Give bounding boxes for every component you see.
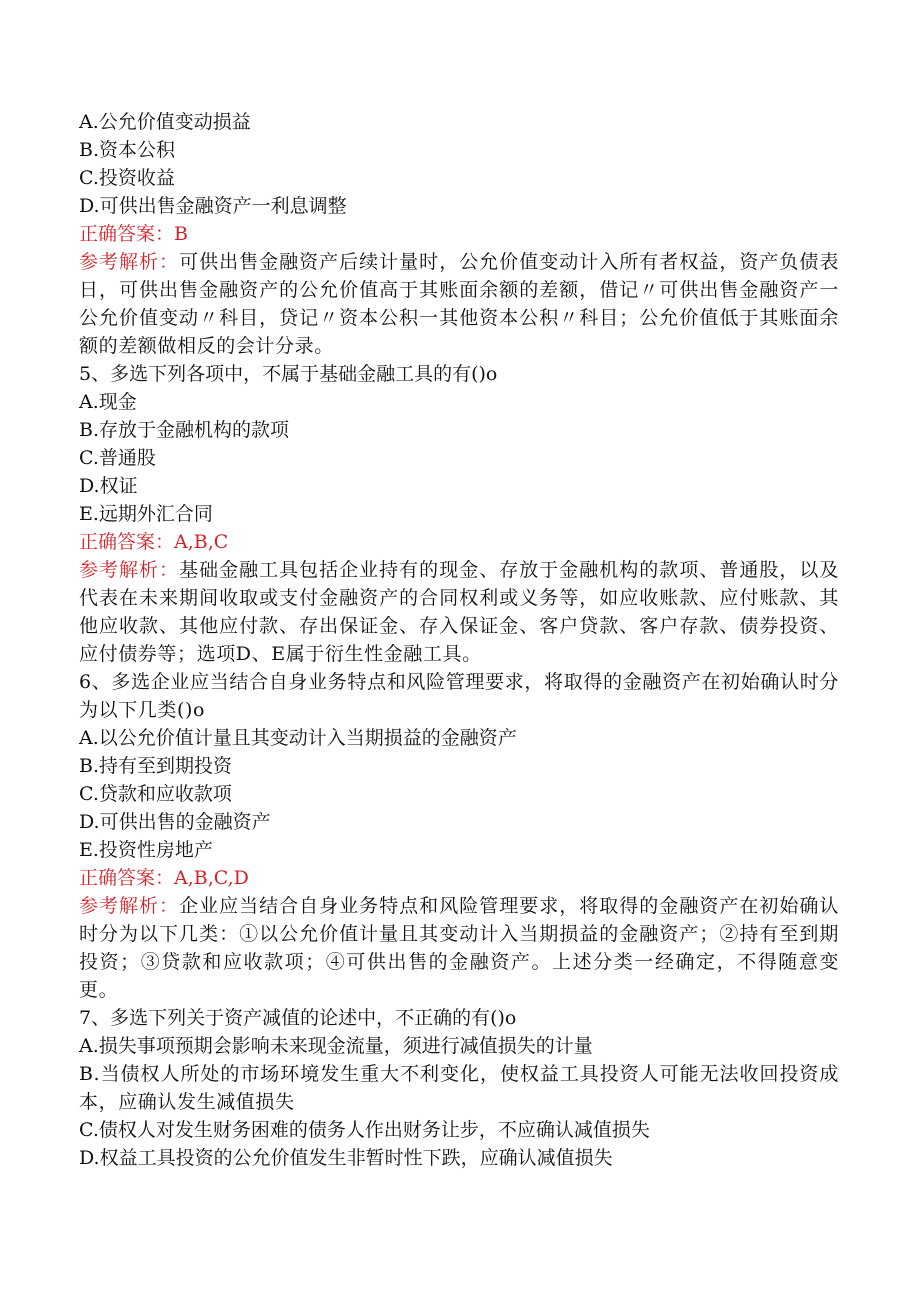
option-a: A.以公允价值计量且其变动计入当期损益的金融资产 — [79, 727, 517, 749]
answer-line — [79, 220, 839, 248]
analysis-block — [79, 556, 839, 668]
answer-label: 正确答案： — [79, 223, 175, 245]
answer-value: A,B,C — [174, 531, 229, 553]
option-c: C.贷款和应收款项 — [79, 783, 232, 805]
option-b: B.存放于金融机构的款项 — [79, 419, 290, 441]
answer-line — [79, 864, 839, 892]
answer-value: B — [174, 223, 188, 245]
answer-label: 正确答案： — [79, 867, 175, 889]
analysis-text: 可供出售金融资产后续计量时，公允价值变动计入所有者权益，资产负债表日，可供出售金融资产的公允价值高于其账面余额的差额，借记〃可供出售金融资产一公允价值变动〃科目，贷记〃资本公积一其他资本公积〃科目；公允价值低于其账面余额的差额做相反的会计分录。 — [79, 251, 839, 357]
answer-label: 正确答案： — [79, 531, 175, 553]
option-a: A.损失事项预期会影响未来现金流量，须进行减值损失的计量 — [79, 1035, 593, 1057]
option-a: A.现金 — [79, 391, 137, 413]
answer-line — [79, 528, 839, 556]
analysis-label: 参考解析： — [79, 251, 180, 273]
analysis-label: 参考解析： — [79, 895, 180, 917]
option-b: B.当债权人所处的市场环境发生重大不利变化，使权益工具投资人可能无法收回投资成本，应确认发生减值损失 — [79, 1063, 839, 1113]
option-e: E.远期外汇合同 — [79, 503, 213, 525]
analysis-block — [79, 248, 839, 360]
question-7 — [79, 1004, 839, 1172]
option-d: D.权益工具投资的公允价值发生非暂时性下跌，应确认减值损失 — [79, 1147, 613, 1169]
question-stem: 6、多选企业应当结合自身业务特点和风险管理要求，将取得的金融资产在初始确认时分为以下几类()o — [79, 671, 839, 721]
option-c: C.普通股 — [79, 447, 156, 469]
option-b: B.持有至到期投资 — [79, 755, 233, 777]
question-stem: 7、多选下列关于资产减值的论述中，不正确的有()o — [79, 1007, 517, 1029]
option-d: D.可供出售的金融资产 — [79, 811, 271, 833]
answer-value: A,B,C,D — [174, 867, 249, 889]
option-e: E.投资性房地产 — [79, 839, 213, 861]
analysis-label: 参考解析： — [79, 559, 180, 581]
question-6 — [79, 668, 839, 1004]
question-5 — [79, 360, 839, 668]
analysis-text: 基础金融工具包括企业持有的现金、存放于金融机构的款项、普通股，以及代表在未来期间收取或支付金融资产的合同权利或义务等，如应收账款、应付账款、其他应收款、其他应付款、存出保证金、存入保证金、客户贷款、客户存款、债券投资、应付债券等；选项D、E属于衍生性金融工具。 — [79, 559, 839, 665]
analysis-block — [79, 892, 839, 1004]
option-b: B.资本公积 — [79, 139, 176, 161]
analysis-text: 企业应当结合自身业务特点和风险管理要求，将取得的金融资产在初始确认时分为以下几类：①以公允价值计量且其变动计入当期损益的金融资产；②持有至到期投资；③贷款和应收款项；④可供出售的金融资产。上述分类一经确定，不得随意变更。 — [79, 895, 839, 1001]
document-page — [79, 108, 839, 1172]
question-stem: 5、多选下列各项中，不属于基础金融工具的有()o — [79, 363, 498, 385]
option-a: A.公允价值变动损益 — [79, 111, 251, 133]
option-d: D.可供出售金融资产一利息调整 — [79, 195, 347, 217]
option-d: D.权证 — [79, 475, 138, 497]
option-c: C.投资收益 — [79, 167, 175, 189]
question-prev — [79, 108, 839, 360]
option-c: C.债权人对发生财务困难的债务人作出财务让步，不应确认减值损失 — [79, 1119, 650, 1141]
